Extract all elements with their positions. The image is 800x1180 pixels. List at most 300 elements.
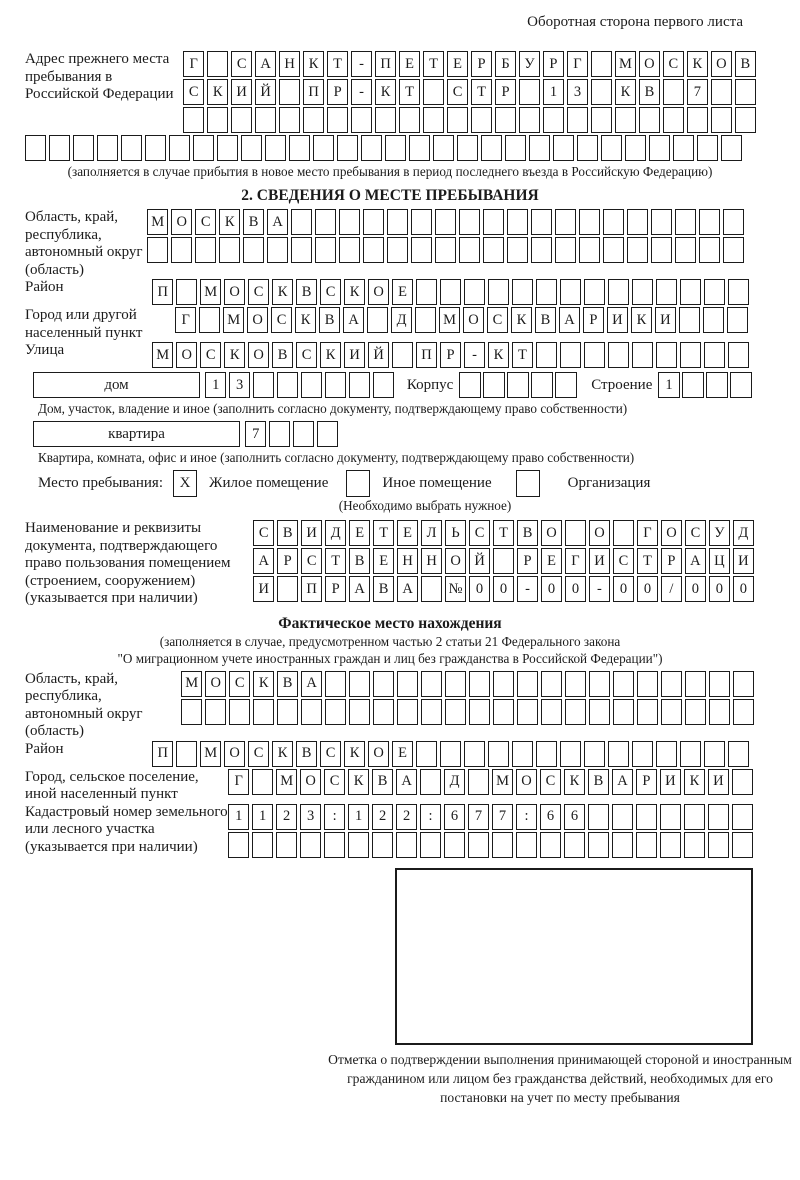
char-cell: Г: [567, 51, 588, 77]
house-block: [33, 372, 755, 400]
char-cell: [277, 576, 298, 602]
char-cell: П: [301, 576, 322, 602]
prev-address-row-4: [25, 135, 755, 161]
char-cell: И: [344, 342, 365, 368]
char-cell: К: [253, 671, 274, 697]
char-cell: А: [301, 671, 322, 697]
char-cell: [397, 699, 418, 725]
char-cell: В: [296, 741, 317, 767]
char-cell: О: [176, 342, 197, 368]
char-cell: [673, 135, 694, 161]
char-cell: [732, 804, 753, 830]
prev-address-row-1: [183, 51, 759, 77]
char-cell: [207, 51, 228, 77]
char-cell: [708, 832, 729, 858]
char-cell: [663, 107, 684, 133]
document-row-1: [253, 520, 757, 546]
char-cell: Р: [325, 576, 346, 602]
char-cell: [253, 699, 274, 725]
char-cell: Р: [661, 548, 682, 574]
char-cell: 3: [229, 372, 250, 398]
char-cell: М: [200, 741, 221, 767]
char-cell: [560, 342, 581, 368]
char-cell: М: [492, 769, 513, 795]
city3-block: [25, 769, 755, 804]
char-cell: [565, 699, 586, 725]
char-cell: Р: [583, 307, 604, 333]
char-cell: [415, 307, 436, 333]
char-cell: М: [223, 307, 244, 333]
korpus-cells: [459, 372, 579, 398]
char-cell: [536, 741, 557, 767]
char-cell: [315, 237, 336, 263]
apartment-note: Квартира, комната, офис и иное (заполнить согласно документу, подтверждающему право собственности): [38, 450, 635, 465]
stay-option-organization-label: Организация: [567, 475, 651, 491]
city3-label: Город, сельское поселение, иной населенный пункт: [25, 768, 199, 802]
char-cell: [679, 307, 700, 333]
char-cell: К: [348, 769, 369, 795]
char-cell: [231, 107, 252, 133]
char-cell: [468, 832, 489, 858]
char-cell: О: [368, 741, 389, 767]
char-cell: [589, 671, 610, 697]
char-cell: Й: [255, 79, 276, 105]
char-cell: Г: [175, 307, 196, 333]
char-cell: [339, 237, 360, 263]
char-cell: У: [519, 51, 540, 77]
char-cell: В: [373, 576, 394, 602]
char-cell: [505, 135, 526, 161]
char-cell: Т: [373, 520, 394, 546]
char-cell: Д: [733, 520, 754, 546]
char-cell: [704, 741, 725, 767]
char-cell: П: [152, 741, 173, 767]
char-cell: -: [517, 576, 538, 602]
char-cell: [481, 135, 502, 161]
stay-option-residential-checkbox: X: [173, 470, 197, 497]
char-cell: С: [229, 671, 250, 697]
char-cell: Й: [368, 342, 389, 368]
char-cell: В: [277, 671, 298, 697]
char-cell: [608, 342, 629, 368]
char-cell: [728, 279, 749, 305]
char-cell: [584, 342, 605, 368]
char-cell: Б: [495, 51, 516, 77]
char-cell: В: [372, 769, 393, 795]
char-cell: К: [511, 307, 532, 333]
char-cell: П: [416, 342, 437, 368]
char-cell: И: [231, 79, 252, 105]
char-cell: В: [535, 307, 556, 333]
char-cell: [459, 237, 480, 263]
char-cell: В: [639, 79, 660, 105]
char-cell: [555, 372, 576, 398]
char-cell: [735, 107, 756, 133]
char-cell: С: [195, 209, 216, 235]
district3-row: [152, 741, 752, 767]
char-cell: [660, 832, 681, 858]
char-cell: [507, 209, 528, 235]
char-cell: [241, 135, 262, 161]
page-side-note: Оборотная сторона первого листа: [527, 14, 743, 30]
region3-row-2: [181, 699, 757, 725]
char-cell: [373, 699, 394, 725]
district3-label: Район: [25, 740, 64, 757]
char-cell: А: [685, 548, 706, 574]
char-cell: А: [267, 209, 288, 235]
char-cell: С: [685, 520, 706, 546]
char-cell: В: [272, 342, 293, 368]
char-cell: [656, 279, 677, 305]
char-cell: И: [607, 307, 628, 333]
char-cell: О: [463, 307, 484, 333]
char-cell: [680, 342, 701, 368]
char-cell: [277, 699, 298, 725]
char-cell: [565, 671, 586, 697]
char-cell: К: [615, 79, 636, 105]
char-cell: [493, 671, 514, 697]
char-cell: [464, 279, 485, 305]
char-cell: [541, 671, 562, 697]
char-cell: В: [349, 548, 370, 574]
char-cell: А: [349, 576, 370, 602]
confirmation-stamp-note: Отметка о подтверждении выполнения принимающей стороной и иностранным гражданином или лицом без гражданства действий, необходимых для его постановки на учет по месту пребывания: [328, 1051, 792, 1105]
char-cell: 1: [252, 804, 273, 830]
char-cell: [469, 671, 490, 697]
char-cell: [325, 671, 346, 697]
char-cell: :: [324, 804, 345, 830]
char-cell: А: [396, 769, 417, 795]
char-cell: [97, 135, 118, 161]
char-cell: [721, 135, 742, 161]
char-cell: [145, 135, 166, 161]
char-cell: [435, 237, 456, 263]
char-cell: Е: [397, 520, 418, 546]
char-cell: И: [655, 307, 676, 333]
char-cell: [447, 107, 468, 133]
char-cell: К: [687, 51, 708, 77]
char-cell: С: [613, 548, 634, 574]
char-cell: [219, 237, 240, 263]
cadastre-row-2: [228, 832, 756, 858]
char-cell: И: [589, 548, 610, 574]
prev-address-label: Адрес прежнего места пребывания в Российской Федерации: [25, 51, 174, 102]
char-cell: [483, 209, 504, 235]
char-cell: [709, 671, 730, 697]
char-cell: [488, 741, 509, 767]
char-cell: [373, 372, 394, 398]
korpus-label: Корпус: [406, 377, 454, 393]
char-cell: [193, 135, 214, 161]
char-cell: :: [420, 804, 441, 830]
char-cell: 0: [685, 576, 706, 602]
char-cell: [416, 279, 437, 305]
char-cell: [603, 237, 624, 263]
char-cell: [301, 372, 322, 398]
char-cell: [649, 135, 670, 161]
char-cell: М: [200, 279, 221, 305]
char-cell: [440, 279, 461, 305]
char-cell: Р: [517, 548, 538, 574]
char-cell: [385, 135, 406, 161]
char-cell: 1: [543, 79, 564, 105]
char-cell: [632, 279, 653, 305]
cadastre-row-1: [228, 804, 756, 830]
char-cell: Р: [277, 548, 298, 574]
char-cell: 6: [540, 804, 561, 830]
char-cell: Т: [471, 79, 492, 105]
char-cell: А: [559, 307, 580, 333]
char-cell: [349, 699, 370, 725]
char-cell: [711, 79, 732, 105]
char-cell: Е: [541, 548, 562, 574]
char-cell: [685, 699, 706, 725]
char-cell: Ц: [709, 548, 730, 574]
char-cell: К: [207, 79, 228, 105]
char-cell: [612, 804, 633, 830]
region-label: Область, край, республика, автономный округ (область): [25, 209, 143, 278]
char-cell: [411, 237, 432, 263]
char-cell: [421, 671, 442, 697]
house-box-label: дом: [33, 372, 200, 398]
char-cell: 3: [567, 79, 588, 105]
stay-option-residential-label: Жилое помещение: [209, 475, 329, 491]
char-cell: [608, 741, 629, 767]
char-cell: [723, 209, 744, 235]
char-cell: 0: [709, 576, 730, 602]
char-cell: С: [231, 51, 252, 77]
apartment-box-label: квартира: [33, 421, 240, 447]
char-cell: [675, 237, 696, 263]
char-cell: Г: [183, 51, 204, 77]
char-cell: [279, 107, 300, 133]
char-cell: [265, 135, 286, 161]
char-cell: [577, 135, 598, 161]
char-cell: [661, 671, 682, 697]
char-cell: [325, 699, 346, 725]
char-cell: К: [272, 279, 293, 305]
char-cell: [709, 699, 730, 725]
char-cell: А: [255, 51, 276, 77]
city-label: Город или другой населенный пункт: [25, 307, 143, 341]
stroenie-cells: [658, 372, 754, 398]
char-cell: [512, 279, 533, 305]
char-cell: 7: [492, 804, 513, 830]
char-cell: [252, 832, 273, 858]
char-cell: С: [301, 548, 322, 574]
stay-type-label: Место пребывания:: [38, 475, 163, 491]
char-cell: Й: [469, 548, 490, 574]
char-cell: Е: [447, 51, 468, 77]
document-row-2: [253, 548, 757, 574]
char-cell: [176, 741, 197, 767]
char-cell: О: [171, 209, 192, 235]
char-cell: [591, 79, 612, 105]
char-cell: [483, 237, 504, 263]
char-cell: А: [343, 307, 364, 333]
city3-row: [228, 769, 756, 795]
char-cell: [433, 135, 454, 161]
char-cell: 0: [541, 576, 562, 602]
char-cell: [536, 342, 557, 368]
district3-block: [25, 741, 755, 769]
char-cell: 0: [469, 576, 490, 602]
char-cell: [488, 279, 509, 305]
char-cell: [603, 209, 624, 235]
char-cell: [315, 209, 336, 235]
char-cell: [728, 342, 749, 368]
char-cell: [25, 135, 46, 161]
stay-type-note: (Необходимо выбрать нужное): [338, 498, 512, 513]
char-cell: 1: [228, 804, 249, 830]
char-cell: [615, 107, 636, 133]
char-cell: К: [564, 769, 585, 795]
document-grid: [253, 520, 757, 604]
char-cell: [555, 209, 576, 235]
char-cell: С: [320, 741, 341, 767]
char-cell: [49, 135, 70, 161]
char-cell: [637, 671, 658, 697]
char-cell: [411, 209, 432, 235]
char-cell: [632, 342, 653, 368]
char-cell: О: [224, 279, 245, 305]
char-cell: Р: [636, 769, 657, 795]
char-cell: И: [708, 769, 729, 795]
char-cell: С: [469, 520, 490, 546]
street-label: Улица: [25, 342, 65, 358]
char-cell: [392, 342, 413, 368]
char-cell: С: [487, 307, 508, 333]
char-cell: [687, 107, 708, 133]
char-cell: [684, 832, 705, 858]
char-cell: А: [253, 548, 274, 574]
char-cell: [680, 279, 701, 305]
char-cell: К: [684, 769, 705, 795]
char-cell: [269, 421, 290, 447]
char-cell: Т: [423, 51, 444, 77]
char-cell: О: [445, 548, 466, 574]
prev-address-note: (заполняется в случае прибытия в новое место пребывания в период последнего въезда в Российскую Федерацию): [67, 164, 713, 179]
char-cell: [579, 209, 600, 235]
char-cell: 1: [205, 372, 226, 398]
char-cell: И: [301, 520, 322, 546]
char-cell: Г: [637, 520, 658, 546]
char-cell: 7: [245, 421, 266, 447]
char-cell: 1: [348, 804, 369, 830]
char-cell: [531, 237, 552, 263]
char-cell: [564, 832, 585, 858]
char-cell: [555, 237, 576, 263]
char-cell: [253, 372, 274, 398]
char-cell: [195, 237, 216, 263]
prev-address-row-2: [183, 79, 759, 105]
char-cell: [661, 699, 682, 725]
char-cell: [684, 804, 705, 830]
char-cell: [483, 372, 504, 398]
char-cell: [591, 107, 612, 133]
char-cell: [471, 107, 492, 133]
char-cell: В: [735, 51, 756, 77]
section3-note-line1: (заполняется в случае, предусмотренном частью 2 статьи 21 Федерального закона: [159, 633, 621, 649]
region-row-2: [147, 237, 747, 263]
char-cell: [735, 79, 756, 105]
char-cell: С: [296, 342, 317, 368]
char-cell: [613, 671, 634, 697]
char-cell: [291, 237, 312, 263]
char-cell: М: [439, 307, 460, 333]
stay-option-organization-checkbox: [516, 470, 540, 497]
char-cell: [423, 107, 444, 133]
stroenie-label: Строение: [591, 377, 653, 393]
char-cell: Р: [440, 342, 461, 368]
char-cell: [685, 671, 706, 697]
char-cell: К: [488, 342, 509, 368]
char-cell: -: [589, 576, 610, 602]
char-cell: К: [375, 79, 396, 105]
region-grid: [147, 209, 747, 265]
char-cell: Е: [399, 51, 420, 77]
city-block: [25, 307, 755, 342]
char-cell: [363, 237, 384, 263]
region-block: [25, 209, 755, 279]
house-number-cells: [205, 372, 397, 398]
char-cell: С: [248, 741, 269, 767]
char-cell: 0: [637, 576, 658, 602]
char-cell: [457, 135, 478, 161]
char-cell: [375, 107, 396, 133]
char-cell: П: [303, 79, 324, 105]
char-cell: [181, 699, 202, 725]
char-cell: /: [661, 576, 682, 602]
city-row: [175, 307, 751, 333]
char-cell: О: [224, 741, 245, 767]
char-cell: [373, 671, 394, 697]
char-cell: [469, 699, 490, 725]
char-cell: [651, 237, 672, 263]
char-cell: [507, 237, 528, 263]
char-cell: [608, 279, 629, 305]
char-cell: 0: [733, 576, 754, 602]
char-cell: О: [711, 51, 732, 77]
char-cell: [276, 832, 297, 858]
char-cell: 7: [687, 79, 708, 105]
char-cell: [255, 107, 276, 133]
char-cell: И: [253, 576, 274, 602]
char-cell: Т: [399, 79, 420, 105]
char-cell: [445, 671, 466, 697]
char-cell: [560, 741, 581, 767]
street-row: [152, 342, 752, 368]
char-cell: [291, 209, 312, 235]
char-cell: [495, 107, 516, 133]
section3-note-line2: "О миграционном учете иностранных граждан и лиц без гражданства в Российской Федерации"): [117, 650, 663, 666]
cadastre-block: [25, 804, 755, 860]
char-cell: [397, 671, 418, 697]
prev-address-grid: [183, 51, 759, 135]
region3-label: Область, край, республика, автономный округ (область): [25, 670, 143, 739]
char-cell: [541, 699, 562, 725]
char-cell: [591, 51, 612, 77]
char-cell: У: [709, 520, 730, 546]
char-cell: К: [219, 209, 240, 235]
char-cell: С: [183, 79, 204, 105]
char-cell: 2: [372, 804, 393, 830]
char-cell: О: [516, 769, 537, 795]
char-cell: И: [733, 548, 754, 574]
char-cell: [459, 372, 480, 398]
char-cell: [517, 699, 538, 725]
char-cell: А: [397, 576, 418, 602]
